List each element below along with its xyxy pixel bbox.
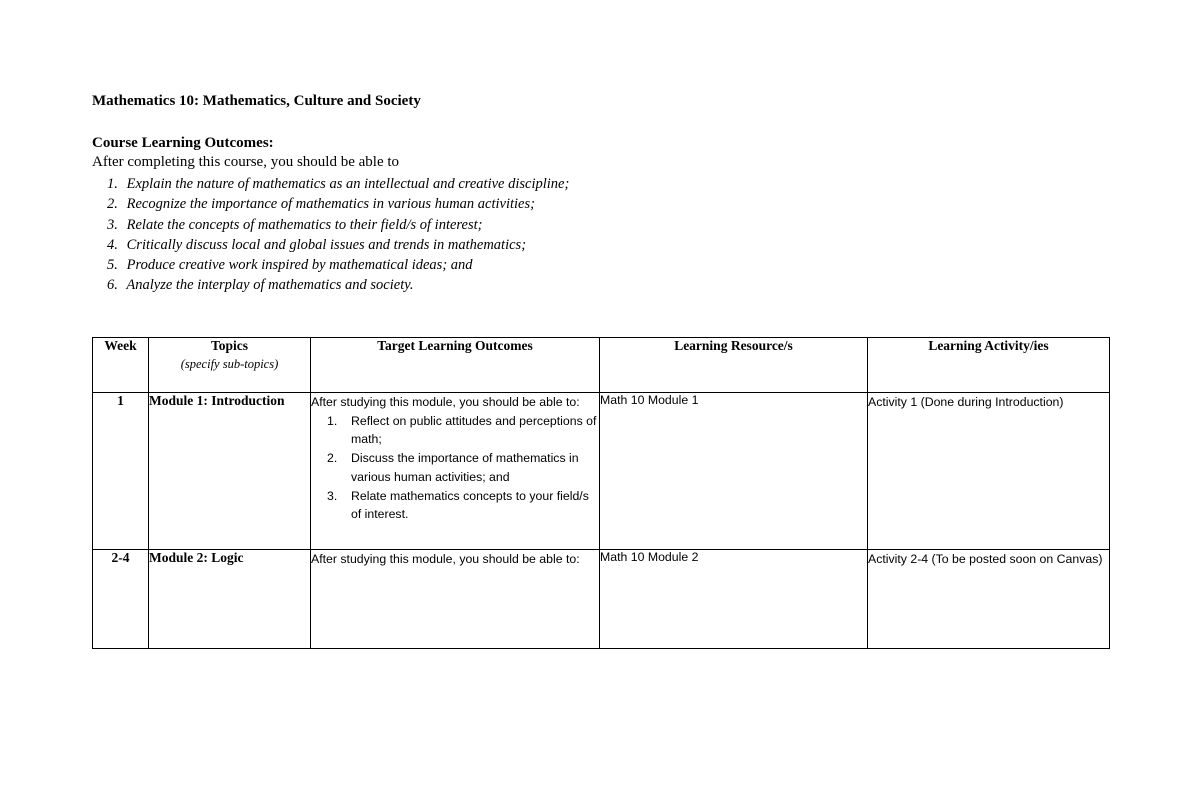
- outcomes-list: [107, 174, 569, 296]
- header-resources: Learning Resource/s: [600, 338, 868, 393]
- target-list: [311, 412, 599, 524]
- course-plan-table: [92, 337, 1110, 649]
- activity-cell: Activity 2-4 (To be posted soon on Canvas): [868, 550, 1110, 649]
- table-header-row: [93, 338, 1110, 393]
- target-intro: After studying this module, you should be able to:: [311, 395, 580, 409]
- outcome-item: 4. Critically discuss local and global issues and trends in mathematics;: [107, 236, 527, 253]
- target-intro: After studying this module, you should be able to:: [311, 552, 580, 566]
- resource-cell: Math 10 Module 2: [600, 550, 868, 649]
- target-outcomes-cell: [311, 393, 600, 550]
- table-row: [93, 550, 1110, 649]
- week-cell: 1: [93, 393, 149, 550]
- header-topics: Topics (specify sub-topics): [149, 338, 311, 393]
- target-item: 2. Discuss the importance of mathematics in various human activities; and: [327, 451, 579, 484]
- table-row: [93, 393, 1110, 550]
- outcome-item: 5. Produce creative work inspired by mathematical ideas; and: [107, 257, 473, 274]
- target-item: 1. Reflect on public attitudes and perceptions of math;: [327, 413, 597, 447]
- week-cell: 2-4: [93, 550, 149, 649]
- outcome-item: 6. Analyze the interplay of mathematics and society.: [107, 277, 414, 294]
- resource-cell: Math 10 Module 1: [600, 393, 868, 550]
- topic-cell: Module 1: Introduction: [149, 393, 311, 550]
- header-target-outcomes: Target Learning Outcomes: [311, 338, 600, 393]
- topic-cell: Module 2: Logic: [149, 550, 311, 649]
- page-title: Mathematics 10: Mathematics, Culture and Society: [92, 93, 421, 109]
- target-outcomes-cell: [311, 550, 600, 649]
- target-item: 3. Relate mathematics concepts to your field/s of interest.: [327, 488, 589, 522]
- outcome-item: 1. Explain the nature of mathematics as an intellectual and creative discipline;: [107, 176, 570, 192]
- outcome-item: 2. Recognize the importance of mathematics in various human activities;: [107, 196, 535, 213]
- header-topics-sub: (specify sub-topics): [180, 357, 279, 371]
- outcomes-intro: After completing this course, you should be able to: [92, 154, 400, 170]
- activity-cell: Activity 1 (Done during Introduction): [868, 393, 1110, 550]
- header-week: Week: [93, 338, 149, 393]
- outcomes-heading: Course Learning Outcomes:: [92, 135, 274, 151]
- outcome-item: 3. Relate the concepts of mathematics to their field/s of interest;: [107, 216, 483, 233]
- header-activities: Learning Activity/ies: [868, 338, 1110, 393]
